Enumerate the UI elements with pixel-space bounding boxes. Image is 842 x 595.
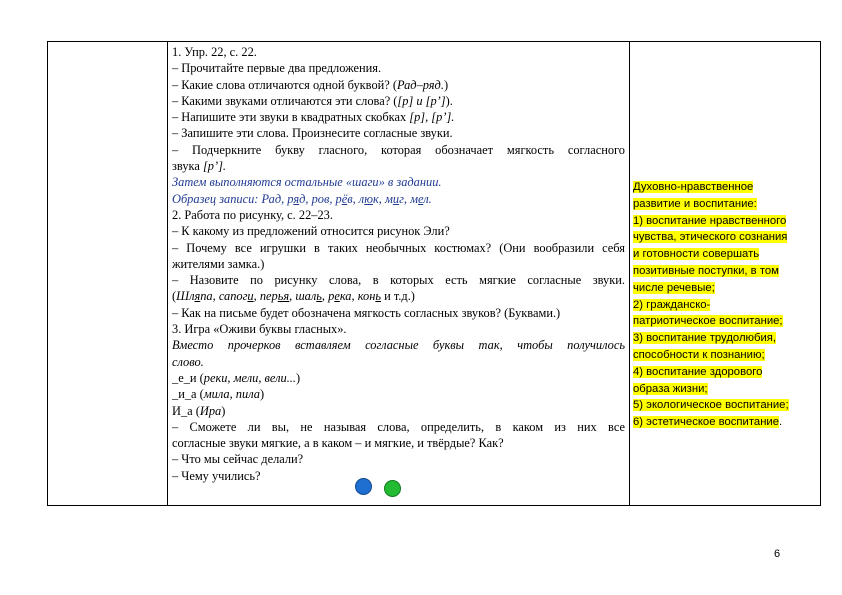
value-line: 6) эстетическое воспитание. [633, 416, 783, 429]
value-line: способности к познанию; [633, 348, 765, 361]
value-line: 3) воспитание трудолюбия, [633, 332, 777, 345]
line: – Напишите эти звуки в квадратных скобках [р], [р’]. [172, 110, 455, 125]
value-line: 1) воспитание нравственного [633, 214, 787, 227]
line: – Прочитайте первые два предложения. [172, 61, 382, 76]
value-line: 2) гражданско- [633, 298, 711, 311]
line: (Шляпа, сапоги, перья, шаль, река, конь и т.д.) [172, 289, 415, 304]
values-column [630, 42, 822, 505]
value-line: развитие и воспитание: [633, 197, 757, 210]
blue-circle-icon [355, 478, 372, 495]
line: – Какие слова отличаются одной буквой? (Рад–ряд.) [172, 77, 449, 92]
value-line: патриотическое воспитание; [633, 315, 783, 328]
lesson-content-column [168, 42, 630, 505]
line: жителями замка.) [172, 256, 265, 271]
line: слово. [172, 354, 204, 369]
value-line: образа жизни; [633, 382, 708, 395]
value-line: 5) экологическое воспитание; [633, 399, 789, 412]
line: И_а (Ира) [172, 403, 226, 418]
line: звука [р’]. [172, 159, 227, 174]
line: Затем выполняются остальные «шаги» в задании. [172, 175, 442, 190]
line: – Как на письме будет обозначена мягкость согласных звуков? (Буквами.) [172, 305, 561, 320]
line: Вместо прочерков вставляем согласные буквы так, чтобы получилось [172, 338, 625, 353]
line: – К какому из предложений относится рисунок Эли? [172, 224, 450, 239]
line: – Назовите по рисунку слова, в которых есть мягкие согласные звуки. [172, 273, 625, 288]
line: – Почему все игрушки в таких необычных костюмах? (Они вообразили себя [172, 240, 625, 255]
line: – Какими звуками отличаются эти слова? ([р] и [р’]). [172, 93, 453, 108]
lesson-table [47, 41, 821, 506]
line: – Сможете ли вы, не называя слова, определить, в каком из них все [172, 419, 625, 434]
line: 2. Работа по рисунку, с. 22–23. [172, 207, 333, 222]
value-line: позитивные поступки, в том [633, 264, 779, 277]
line: _и_а (мила, пила) [172, 387, 265, 402]
page-number: 6 [774, 548, 781, 560]
line: 3. Игра «Оживи буквы гласных». [172, 322, 347, 337]
sample-line: Образец записи: Рад, ряд, ров, рёв, люк, миг, мел. [172, 191, 432, 206]
line: – Чему учились? [172, 468, 261, 483]
value-line: чувства, этического сознания [633, 231, 788, 244]
line: – Запишите эти слова. Произнесите согласные звуки. [172, 126, 453, 141]
stage-column [48, 42, 168, 505]
value-line: числе речевые; [633, 281, 715, 294]
line: согласные звуки мягкие, а в каком – и мягкие, и твёрдые? Как? [172, 436, 504, 451]
green-circle-icon [384, 480, 401, 497]
value-line: Духовно-нравственное [633, 181, 754, 193]
line: _е_и (реки, мели, вели...) [172, 370, 301, 385]
value-line: и готовности совершать [633, 248, 760, 261]
line: – Что мы сейчас делали? [172, 452, 304, 467]
value-line: 4) воспитание здорового [633, 365, 763, 378]
line: 1. Упр. 22, с. 22. [172, 45, 257, 59]
line: – Подчеркните букву гласного, которая обозначает мягкость согласного [172, 142, 625, 157]
